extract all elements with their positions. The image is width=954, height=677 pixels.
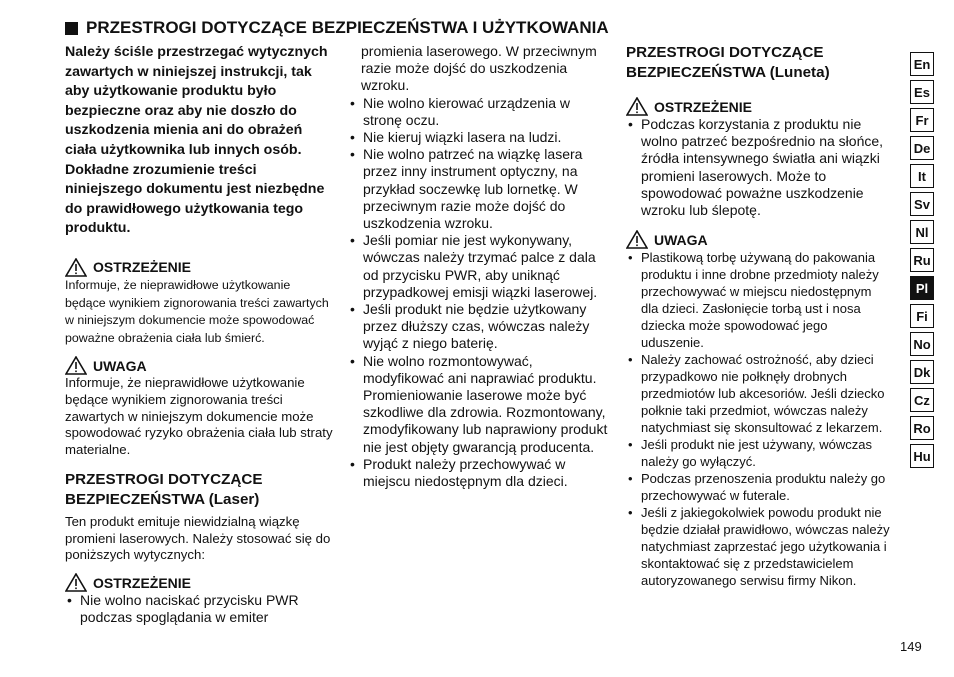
- list-item: • Należy zachować ostrożność, aby dzieci przypadkowo nie połknęły drobnych przedmiotów lub akcesoriów. Jeśli dziecko połknie taki przedmiot, wówczas należy natychmiast się skonsultować z lekarzem.: [626, 351, 892, 436]
- tab-language-de[interactable]: De: [910, 136, 934, 160]
- tab-language-cz[interactable]: Cz: [910, 388, 934, 412]
- caution-description: Informuje, że nieprawidłowe użytkowanie będące wynikiem zignorowania treści zawartych w niniejszym dokumencie może spowodować ryzyko obrażenia ciała lub straty materialne.: [65, 375, 333, 457]
- tab-language-fi[interactable]: Fi: [910, 304, 934, 328]
- tab-language-en[interactable]: En: [910, 52, 934, 76]
- warning-triangle-icon: [65, 258, 87, 277]
- tab-language-hu[interactable]: Hu: [910, 444, 934, 468]
- intro-text: Należy ściśle przestrzegać wytycznych zawartych w niniejszej instrukcji, tak aby użytkowanie produktu było bezpieczne oraz aby nie doszło do uszkodzenia mienia ani do obrażeń ciała użytkownika lub innych osób. Dokładne zrozumienie treści niniejszego dokumentu jest niezbędne do prawidłowego użytkowania tego produktu.: [65, 44, 328, 237]
- list-item: • Plastikową torbę używaną do pakowania produktu i inne drobne przedmioty należy przechowywać w miejscu niedostępnym dla dzieci. Zasłonięcie torbą ust i nosa dziecka może spowodować jego uduszenie.: [626, 249, 892, 351]
- page-title: [65, 18, 609, 38]
- laser-warning-heading: OSTRZEŻENIE: [65, 573, 333, 592]
- list-item: • Nie wolno patrzeć na wiązkę lasera przez inny instrument optyczny, na przykład soczewkę lub lornetkę. W przeciwnym razie może dojść do uszkodzenia wzroku.: [348, 146, 610, 232]
- list-item: • Produkt należy przechowywać w miejscu niedostępnym dla dzieci.: [348, 456, 610, 490]
- page-number: 149: [900, 639, 922, 654]
- laser-warning-list: [65, 592, 333, 626]
- caution-heading: UWAGA: [65, 356, 333, 375]
- column-middle: [348, 43, 610, 490]
- warning-description: Informuje, że nieprawidłowe użytkowanie będące wynikiem zignorowania treści zawartych w niniejszym dokumencie może spowodować poważne obrażenia ciała lub śmierć.: [65, 277, 329, 345]
- warning-triangle-icon: [626, 230, 648, 249]
- list-item: • Nie wolno kierować urządzenia w stronę oczu.: [348, 95, 610, 129]
- warning-heading: OSTRZEŻENIE: [65, 258, 333, 277]
- warning-triangle-icon: [65, 356, 87, 375]
- warning-triangle-icon: [65, 573, 87, 592]
- list-item: • Jeśli produkt nie jest używany, wówczas należy go wyłączyć.: [626, 436, 892, 470]
- tab-language-ro[interactable]: Ro: [910, 416, 934, 440]
- luneta-caution-heading: UWAGA: [626, 230, 892, 249]
- column-right: [626, 43, 892, 589]
- tab-language-nl[interactable]: Nl: [910, 220, 934, 244]
- list-item: • Jeśli produkt nie będzie użytkowany przez dłuższy czas, wówczas należy wyjąć z niego baterię.: [348, 301, 610, 353]
- luneta-warning-heading: OSTRZEŻENIE: [626, 97, 892, 116]
- laser-section-heading: PRZESTROGI DOTYCZĄCE BEZPIECZEŃSTWA (Laser): [65, 471, 263, 509]
- luneta-caution-list: [626, 249, 892, 589]
- list-item: • Nie wolno rozmontowywać, modyfikować ani naprawiać produktu. Promieniowanie laserowe może być szkodliwe dla zdrowia. Rozmontowany, zmodyfikowany lub naprawiony produkt nie jest objęty gwarancją producenta.: [348, 353, 610, 456]
- list-item: • Podczas przenoszenia produktu należy go przechowywać w futerale.: [626, 470, 892, 504]
- laser-warning-list-continued: [348, 95, 610, 491]
- tab-language-es[interactable]: Es: [910, 80, 934, 104]
- column-left: [65, 43, 333, 626]
- luneta-warning-list: [626, 116, 892, 219]
- tab-language-fr[interactable]: Fr: [910, 108, 934, 132]
- list-item: • Podczas korzystania z produktu nie wolno patrzeć bezpośrednio na słońce, źródła intensywnego światła ani wiązki promieni laserowych. Może to spowodować poważne uszkodzenie wzroku lub ślepotę.: [626, 116, 892, 219]
- luneta-section-heading: PRZESTROGI DOTYCZĄCE BEZPIECZEŃSTWA (Luneta): [626, 44, 830, 81]
- language-tabs: [910, 52, 936, 472]
- tab-language-no[interactable]: No: [910, 332, 934, 356]
- list-item: • Jeśli z jakiegokolwiek powodu produkt nie będzie działał prawidłowo, wówczas należy natychmiast zaprzestać jego użytkowania i skontaktować się z przedstawicielem autoryzowanego serwisu firmy Nikon.: [626, 504, 892, 589]
- tab-language-it[interactable]: It: [910, 164, 934, 188]
- tab-language-pl[interactable]: Pl: [910, 276, 934, 300]
- list-item: • Nie kieruj wiązki lasera na ludzi.: [348, 129, 610, 146]
- laser-intro: Ten produkt emituje niewidzialną wiązkę promieni laserowych. Należy stosować się do poniższych wytycznych:: [65, 514, 331, 563]
- tab-language-ru[interactable]: Ru: [910, 248, 934, 272]
- tab-language-dk[interactable]: Dk: [910, 360, 934, 384]
- list-item-continuation: promienia laserowego. W przeciwnym razie może dojść do uszkodzenia wzroku.: [361, 43, 597, 94]
- title-text: PRZESTROGI DOTYCZĄCE BEZPIECZEŃSTWA I UŻYTKOWANIA: [86, 18, 609, 37]
- title-square-icon: [65, 22, 78, 35]
- warning-triangle-icon: [626, 97, 648, 116]
- tab-language-sv[interactable]: Sv: [910, 192, 934, 216]
- list-item: • Nie wolno naciskać przycisku PWR podczas spoglądania w emiter: [65, 592, 333, 626]
- list-item: • Jeśli pomiar nie jest wykonywany, wówczas należy trzymać palce z dala od przycisku PWR, aby uniknąć przypadkowej emisji wiązki laserowej.: [348, 232, 610, 301]
